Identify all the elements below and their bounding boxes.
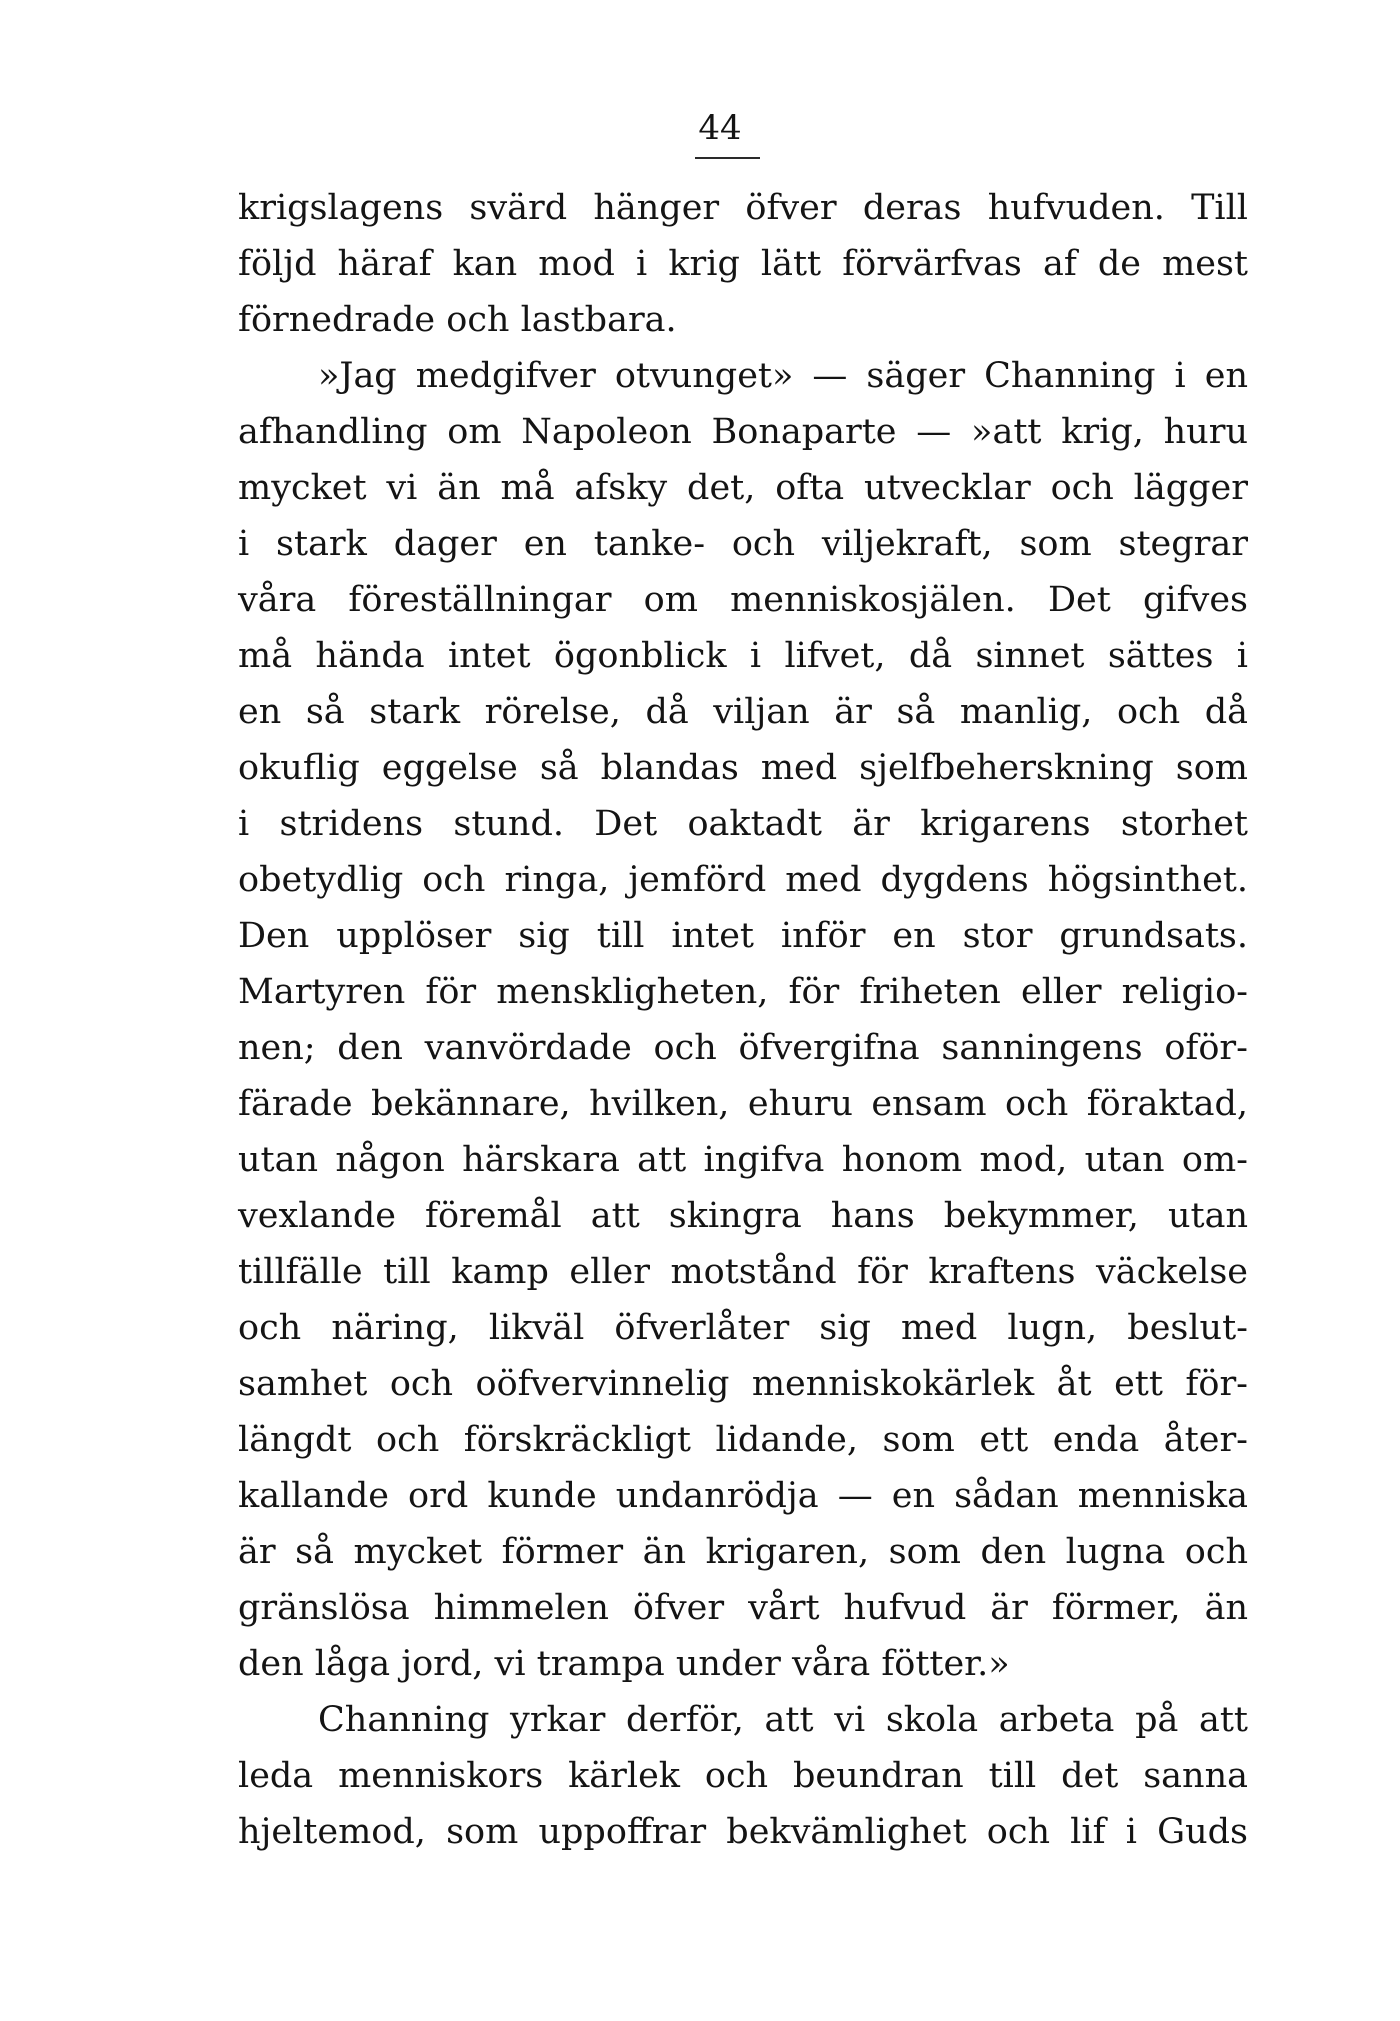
text-line: Martyren för menskligheten, för friheten eller religio- xyxy=(238,972,1248,1012)
page-number-rule xyxy=(695,157,760,159)
text-line: mycket vi än må afsky det, ofta utvecklar och lägger xyxy=(238,468,1248,508)
text-line: »Jag medgifver otvunget» — säger Channing i en xyxy=(318,356,1248,396)
text-line: obetydlig och ringa, jemförd med dygdens högsinthet. xyxy=(238,860,1248,900)
text-line: leda menniskors kärlek och beundran till det sanna xyxy=(238,1756,1248,1796)
text-line: och näring, likväl öfverlåter sig med lugn, beslut- xyxy=(238,1308,1248,1348)
text-line: gränslösa himmelen öfver vårt hufvud är förmer, än xyxy=(238,1588,1248,1628)
text-line: kallande ord kunde undanrödja — en sådan menniska xyxy=(238,1476,1248,1516)
text-line: nen; den vanvördade och öfvergifna sanningens oför- xyxy=(238,1028,1248,1068)
text-line: våra föreställningar om menniskosjälen. Det gifves xyxy=(238,580,1248,620)
text-line: samhet och oöfvervinnelig menniskokärlek åt ett för- xyxy=(238,1364,1248,1404)
text-line: är så mycket förmer än krigaren, som den lugna och xyxy=(238,1532,1248,1572)
text-line: utan någon härskara att ingifva honom mod, utan om- xyxy=(238,1140,1248,1180)
text-line: må hända intet ögonblick i lifvet, då sinnet sättes i xyxy=(238,636,1248,676)
text-line: färade bekännare, hvilken, ehuru ensam och föraktad, xyxy=(238,1084,1248,1124)
text-line: tillfälle till kamp eller motstånd för kraftens väckelse xyxy=(238,1252,1248,1292)
text-line: i stridens stund. Det oaktadt är krigarens storhet xyxy=(238,804,1248,844)
text-line: den låga jord, vi trampa under våra fötter.» xyxy=(238,1644,1010,1684)
text-line: okuflig eggelse så blandas med sjelfbeherskning som xyxy=(238,748,1248,788)
text-line: vexlande föremål att skingra hans bekymmer, utan xyxy=(238,1196,1248,1236)
page-number: 44 xyxy=(698,108,742,148)
text-line: afhandling om Napoleon Bonaparte — »att krig, huru xyxy=(238,412,1248,452)
text-line: längdt och förskräckligt lidande, som ett enda åter- xyxy=(238,1420,1248,1460)
text-line: krigslagens svärd hänger öfver deras hufvuden. Till xyxy=(238,188,1248,228)
text-line: en så stark rörelse, då viljan är så manlig, och då xyxy=(238,692,1248,732)
text-line: i stark dager en tanke- och viljekraft, som stegrar xyxy=(238,524,1248,564)
text-line: Channing yrkar derför, att vi skola arbeta på att xyxy=(318,1700,1248,1740)
text-line: hjeltemod, som uppoffrar bekvämlighet och lif i Guds xyxy=(238,1812,1248,1852)
text-line: förnedrade och lastbara. xyxy=(238,300,677,340)
text-line: Den upplöser sig till intet inför en stor grundsats. xyxy=(238,916,1248,956)
text-line: följd häraf kan mod i krig lätt förvärfvas af de mest xyxy=(238,244,1248,284)
body-text xyxy=(238,180,1248,1860)
